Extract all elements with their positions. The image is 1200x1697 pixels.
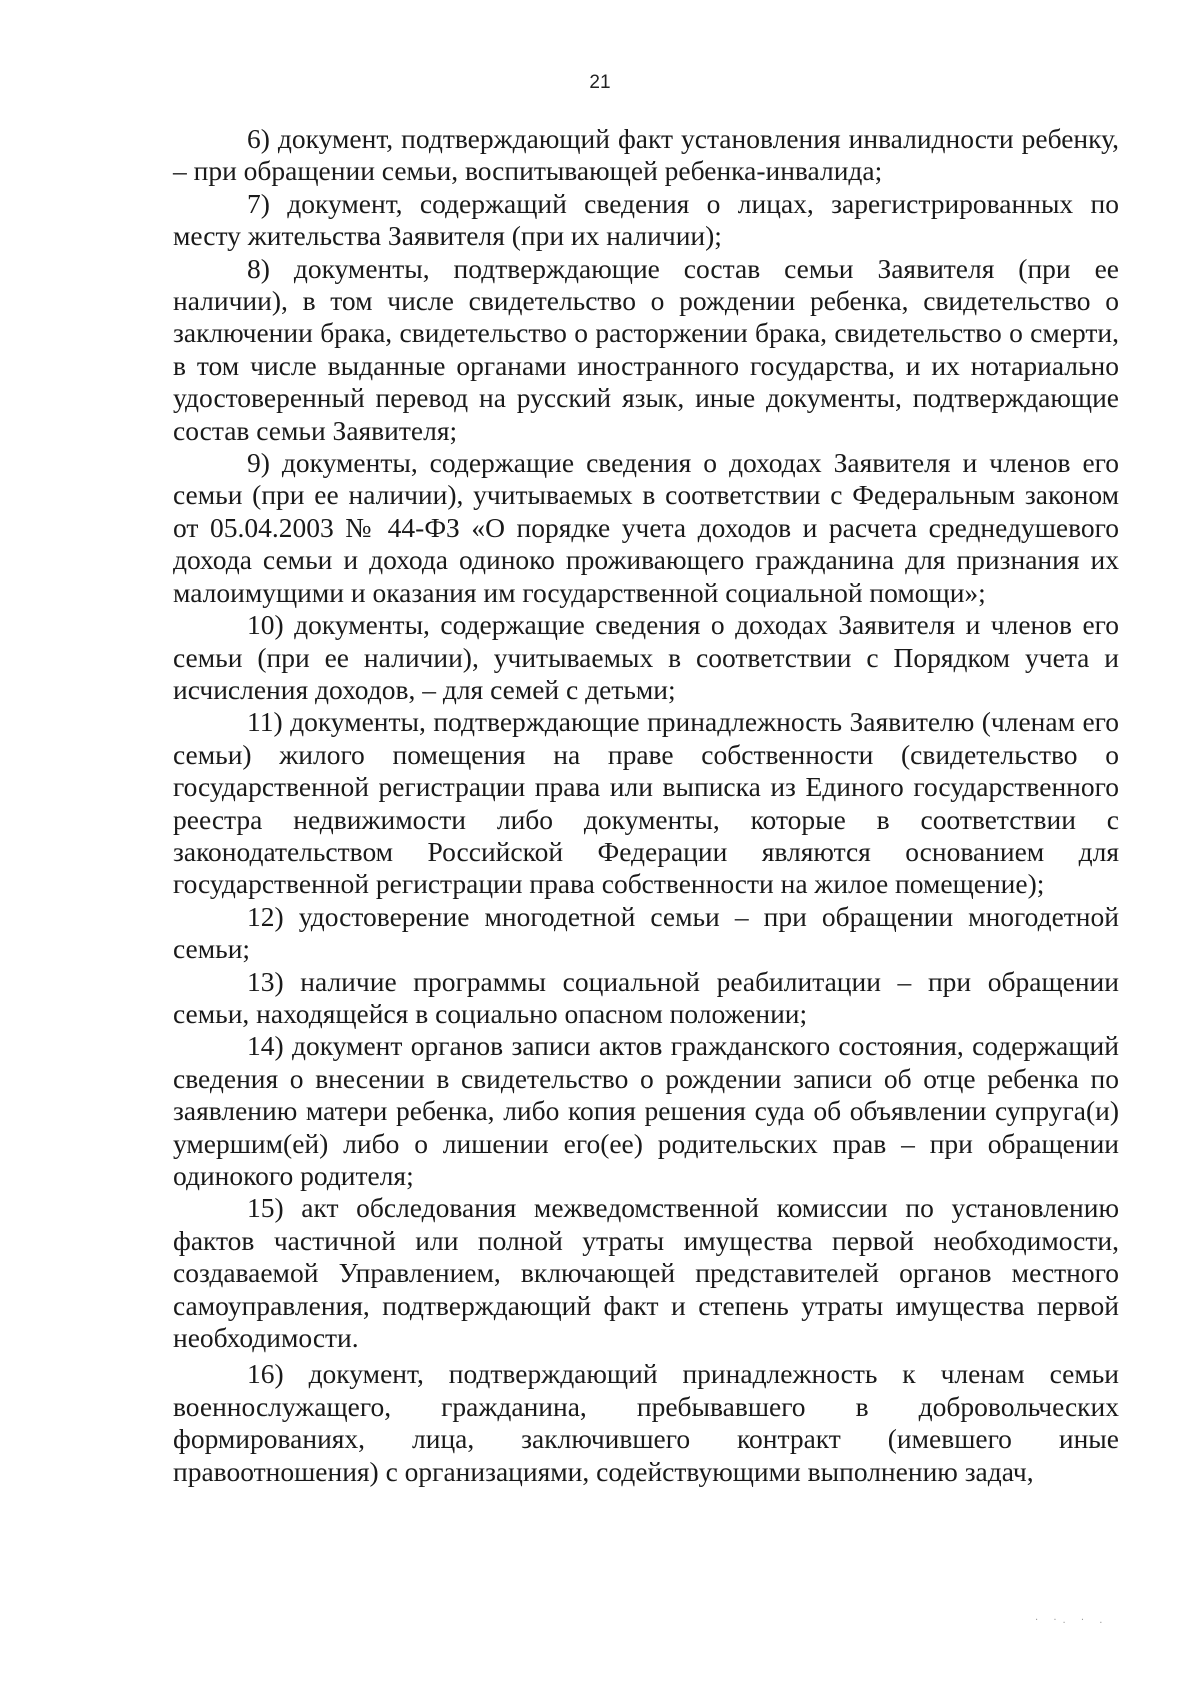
list-item-8: 8) документы, подтверждающие состав семьи Заявителя (при ее наличии), в том числе свидетельство о рождении ребенка, свидетельство о заключении брака, свидетельство о расторжении брака, свидетельство о смерти, в том числе выданные органами иностранного государства, и их нотариально удостоверенный перевод на русский язык, иные документы, подтверждающие состав семьи Заявителя; [173, 252, 1119, 446]
list-item-7: 7) документ, содержащий сведения о лицах, зарегистрированных по месту жительства Заявителя (при их наличии); [173, 187, 1119, 252]
list-item-10: 10) документы, содержащие сведения о доходах Заявителя и членов его семьи (при ее наличии), учитываемых в соответствии с Порядком учета и исчисления доходов, – для семей с детьми; [173, 609, 1119, 705]
list-item-12: 12) удостоверение многодетной семьи – при обращении многодетной семьи; [173, 900, 1119, 965]
list-item-6: 6) документ, подтверждающий факт установления инвалидности ребенку, – при обращении семьи, воспитывающей ребенка-инвалида; [173, 123, 1119, 187]
list-item-13: 13) наличие программы социальной реабилитации – при обращении семьи, находящейся в социально опасном положении; [173, 965, 1119, 1029]
document-body [173, 123, 1119, 1488]
page-number: 21 [589, 72, 611, 93]
list-item-16: 16) документ, подтверждающий принадлежность к членам семьи военнослужащего, гражданина, пребывавшего в добровольческих формированиях, лица, заключившего контракт (имевшего иные правоотношения) с организациями, содействующими выполнению задач, [173, 1358, 1119, 1487]
list-item-15: 15) акт обследования межведомственной комиссии по установлению фактов частичной или полной утраты имущества первой необходимости, создаваемой Управлением, включающей представителей органов местного самоуправления, подтверждающий факт и степень утраты имущества первой необходимости. [173, 1192, 1119, 1354]
scan-specks: · ·. · . [1035, 1615, 1109, 1626]
list-item-11: 11) документы, подтверждающие принадлежность Заявителю (членам его семьи) жилого помещения на праве собственности (свидетельство о государственной регистрации права или выписка из Единого государственного реестра недвижимости либо документы, которые в соответствии с законодательством Российской Федерации являются основанием для государственной регистрации права собственности на жилое помещение); [173, 706, 1119, 900]
list-item-14: 14) документ органов записи актов гражданского состояния, содержащий сведения о внесении в свидетельство о рождении записи об отце ребенка по заявлению матери ребенка, либо копия решения суда об объявлении супруга(и) умершим(ей) либо о лишении его(ее) родительских прав – при обращении одинокого родителя; [173, 1030, 1119, 1191]
list-item-9: 9) документы, содержащие сведения о доходах Заявителя и членов его семьи (при ее наличии), учитываемых в соответствии с Федеральным законом от 05.04.2003 № 44-ФЗ «О порядке учета доходов и расчета среднедушевого дохода семьи и дохода одиноко проживающего гражданина для признания их малоимущими и оказания им государственной социальной помощи»; [173, 447, 1119, 608]
